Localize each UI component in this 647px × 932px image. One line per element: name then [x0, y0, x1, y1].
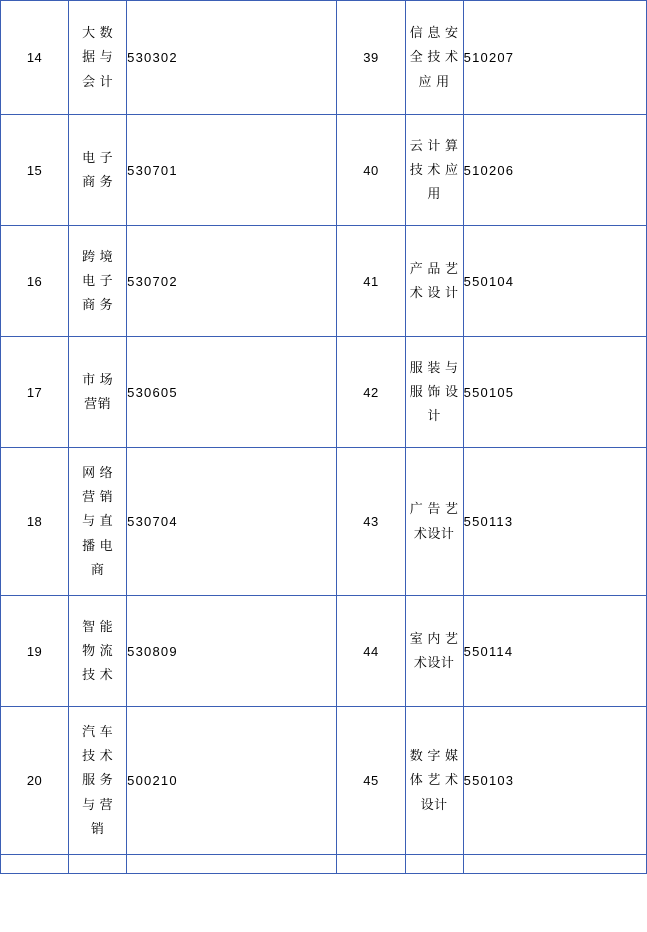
name-line: 技 术 应: [409, 161, 459, 177]
major-name-left: [69, 226, 127, 337]
name-line: 服 饰 设: [409, 383, 459, 399]
row-number-right: 41: [337, 226, 405, 337]
major-code-left: 530704: [127, 448, 337, 596]
name-line: 大 数: [82, 25, 114, 41]
major-code-left: 530701: [127, 115, 337, 226]
major-name-right: [405, 448, 463, 596]
name-line: 与 直: [82, 513, 114, 529]
major-code-left: 530702: [127, 226, 337, 337]
row-number-left: 19: [1, 596, 69, 707]
name-line: 汽 车: [82, 724, 114, 740]
major-code-left: 530809: [127, 596, 337, 707]
name-line: 电 子: [82, 149, 114, 165]
major-name-right: [405, 115, 463, 226]
name-line: 术设计: [413, 655, 455, 670]
row-number-right: 44: [337, 596, 405, 707]
name-line: 计: [427, 408, 441, 424]
row-number-left: 14: [1, 1, 69, 115]
name-line: 营 销: [82, 489, 114, 505]
name-line: 会 计: [82, 73, 114, 89]
name-line: 商 务: [82, 297, 114, 313]
name-line: 技 术: [82, 748, 114, 764]
table-row: [1, 596, 647, 707]
major-name-right: [405, 707, 463, 855]
name-line: 用: [427, 186, 441, 202]
major-name-left: [69, 337, 127, 448]
major-name-left: [69, 1, 127, 115]
row-number-left: 16: [1, 226, 69, 337]
name-line: 产 品 艺: [409, 260, 459, 276]
row-number-right-partial: [337, 855, 405, 874]
table-row: [1, 337, 647, 448]
major-name-left-partial: [69, 855, 127, 874]
major-name-left: [69, 707, 127, 855]
name-line: 室 内 艺: [409, 630, 459, 646]
major-name-right: [405, 1, 463, 115]
major-name-right: [405, 226, 463, 337]
major-name-left: [69, 115, 127, 226]
name-line: 全 技 术: [409, 49, 459, 65]
major-name-right: [405, 337, 463, 448]
name-line: 销: [90, 820, 105, 836]
row-number-left: 15: [1, 115, 69, 226]
major-code-right: 510207: [463, 1, 646, 115]
name-line: 体 艺 术: [409, 772, 459, 788]
name-line: 市 场: [82, 371, 114, 387]
major-code-right: 550113: [463, 448, 646, 596]
major-code-left: 500210: [127, 707, 337, 855]
row-number-right: 42: [337, 337, 405, 448]
name-line: 电 子: [82, 272, 114, 288]
major-code-right: 510206: [463, 115, 646, 226]
major-name-right: [405, 596, 463, 707]
name-line: 商: [90, 561, 105, 577]
table-row: [1, 707, 647, 855]
name-line: 播 电: [82, 537, 114, 553]
row-number-right: 39: [337, 1, 405, 115]
row-number-left: 17: [1, 337, 69, 448]
name-line: 数 字 媒: [409, 748, 459, 764]
name-line: 营销: [84, 396, 112, 411]
name-line: 商 务: [82, 174, 114, 189]
row-number-left: 18: [1, 448, 69, 596]
name-line: 网 络: [82, 465, 114, 481]
name-line: 跨 境: [82, 248, 114, 264]
name-line: 服 装 与: [409, 359, 459, 375]
major-name-left: [69, 448, 127, 596]
name-line: 智 能: [82, 618, 114, 634]
major-code-left: 530605: [127, 337, 337, 448]
major-code-right: 550103: [463, 707, 646, 855]
major-code-right: 550114: [463, 596, 646, 707]
name-line: 与 营: [82, 796, 114, 812]
name-line: 术设计: [413, 525, 455, 541]
name-line: 设计: [420, 796, 448, 812]
table-row: [1, 115, 647, 226]
row-number-right: 40: [337, 115, 405, 226]
major-code-right: 550105: [463, 337, 646, 448]
major-name-left: [69, 596, 127, 707]
major-code-right: 550104: [463, 226, 646, 337]
name-line: 广 告 艺: [409, 501, 459, 517]
table-row: [1, 226, 647, 337]
row-number-right: 45: [337, 707, 405, 855]
name-line: 术 设 计: [409, 285, 459, 300]
table-body: [1, 1, 647, 874]
major-code-left: 530302: [127, 1, 337, 115]
table-row: [1, 448, 647, 596]
table-row: [1, 1, 647, 115]
major-code-left-partial: [127, 855, 337, 874]
name-line: 云 计 算: [409, 137, 459, 153]
row-number-left-partial: [1, 855, 69, 874]
name-line: 服 务: [82, 772, 114, 788]
name-line: 物 流: [82, 642, 114, 658]
name-line: 信 息 安: [409, 25, 459, 41]
major-code-right-partial: [463, 855, 646, 874]
major-name-right-partial: [405, 855, 463, 874]
name-line: 应 用: [418, 73, 450, 89]
table-row-partial: [1, 855, 647, 874]
name-line: 技 术: [82, 667, 114, 683]
row-number-left: 20: [1, 707, 69, 855]
row-number-right: 43: [337, 448, 405, 596]
name-line: 据 与: [82, 49, 114, 65]
